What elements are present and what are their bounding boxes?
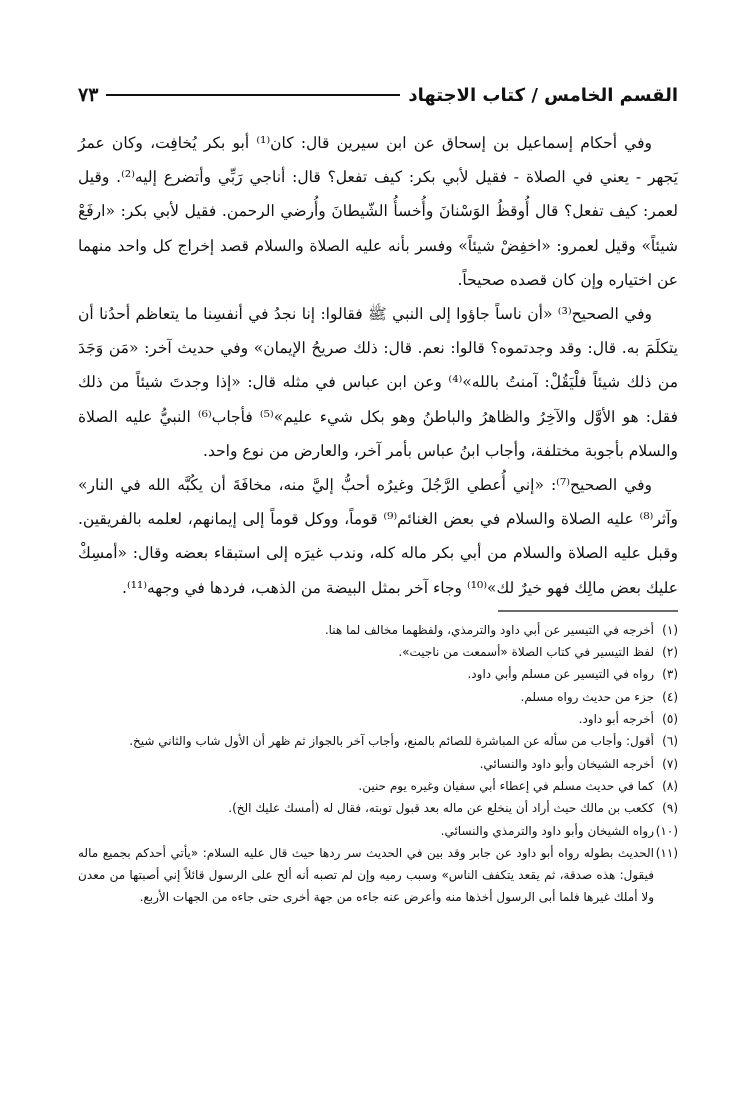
footnote-number: (٦): [662, 734, 678, 749]
footnote-text: ككعب بن مالك حيث أراد أن ينخلع عن ماله بعد قبول توبته، فقال له (أمسك عليك الخ).: [228, 801, 654, 816]
chapter-title: القسم الخامس / كتاب الاجتهاد: [408, 84, 678, 106]
header-rule: [106, 94, 400, 96]
paragraph-2: وفي الصحيح⁽³⁾ «أن ناساً جاؤوا إلى النبي ﷺ فقالوا: إنا نجدُ في أنفسِنا ما يتعاظم أحدُنا أن يتكلَمَ به. قال: وقد وجدتموه؟ قالوا: نعم. قال: ذلك صريحُ الإيمان» وفي حديث آخر: «مَن وَجَدَ من ذلك شيئاً فلْيَقُلْ: آمنتُ بالله»⁽⁴⁾ وعن ابن عباس في مثله قال: «إذا وجدتَ شيئاً من ذلك فقل: هو الأوَّل والآخِرُ والظاهرُ والباطنُ وهو بكل شيء عليم»⁽⁵⁾ فأجاب⁽⁶⁾ النبيُّ عليه الصلاة والسلام بأجوبة مختلفة، وأجاب ابنُ عباس بأمر آخر، والعارض من نوع واحد.: [78, 305, 678, 460]
footnote-text: أخرجه في التيسير عن أبي داود والترمذي، ولفظهما مخالف لما هنا.: [324, 622, 654, 637]
footnote-text: أخرجه الشيخان وأبو داود والنسائي.: [479, 756, 654, 771]
paragraph-1: وفي أحكام إسماعيل بن إسحاق عن ابن سيرين قال: كان⁽¹⁾ أبو بكر يُخافِت، وكان عمرُ يَجهر - يعني في الصلاة - فقيل لأبي بكر: كيف تفعل؟ قال: أناجي رَبِّي وأتضرع إليه⁽²⁾. وقيل لعمر: كيف تفعل؟ قال أُوقظُ الوَسْنانَ وأُخسأُ الشّيطانَ وأُرضي الرحمن. فقيل لأبي بكر: «ارفَعْ شيئاً» وقيل لعمرو: «اخفِضْ شيئاً» وفسر بأنه عليه الصلاة والسلام قصد إخراج كل واحد منهما عن اختياره وإن كان قصده صحيحاً.: [78, 134, 678, 289]
footnote-number: (٧): [662, 756, 678, 771]
paragraph-3: وفي الصحيح⁽⁷⁾: «إني أُعطي الرَّجُلَ وغيرُه أحبُّ إليَّ منه، مخافَةَ أن يكُبَّه الله في النار» وآثر⁽⁸⁾ عليه الصلاة والسلام في بعض الغنائم⁽⁹⁾ قوماً، ووكل قوماً إلى إيمانهم، لعلمه بالفريقين. وقبل عليه الصلاة والسلام من أبي بكر ماله كله، وندب غيرَه إلى استبقاء بعضه وقال: «أمسِكْ عليك بعض مالِك فهو خيرٌ لك»⁽¹⁰⁾ وجاء آخر بمثل البيضة من الذهب، فردها في وجهه⁽¹¹⁾.: [78, 476, 678, 597]
footnote: [78, 753, 678, 775]
footnote: [78, 663, 678, 685]
footnote-text: جزء من حديث رواه مسلم.: [520, 689, 654, 704]
footnote: [78, 641, 678, 663]
footnote-number: (١): [662, 622, 678, 637]
footnote-number: (٥): [662, 712, 678, 727]
footnote-number: (٢): [662, 645, 678, 660]
footnote-number: (٩): [662, 801, 678, 816]
footnotes: [78, 619, 678, 909]
footnote-number: (٨): [662, 778, 678, 793]
footnote-number: (٣): [662, 667, 678, 682]
footnote-text: الحديث بطوله رواه أبو داود عن جابر وقد بين في الحديث سر ردها حيث قال عليه السلام: «يأتي أحدكم بجميع ماله فيقول: هذه صدقة، ثم يقعد يتكفف الناس» وسبب رميه وإن لم تصبه أنه ألح على الرسول قائلاً إني أصبتها من معدن ولا أملك غيرها فلما أبى الرسول أخذها منه وأعرض عنه جاءه من جهة أخرى حتى جاءه من الجهات الأربع.: [78, 845, 654, 905]
footnote: [78, 842, 678, 909]
footnote-text: أقول: وأجاب من سأله عن المباشرة للصائم بالمنع، وأجاب آخر بالجواز ثم ظهر أن الأول شاب والثاني شيخ.: [129, 734, 654, 749]
footnote-text: لفظ التيسير في كتاب الصلاة «أسمعت من ناجيت».: [398, 645, 654, 660]
footnote-text: كما في حديث مسلم في إعطاء أبي سفيان وغيره يوم حنين.: [358, 778, 654, 793]
book-page: [78, 80, 678, 909]
footnote: [78, 775, 678, 797]
footnote-text: رواه الشيخان وأبو داود والترمذي والنسائي.: [440, 823, 654, 838]
page-number: ٧٣: [78, 84, 99, 106]
footnote-separator: [78, 609, 678, 613]
footnote-text: أخرجه أبو داود.: [578, 712, 654, 727]
running-header: [78, 80, 678, 110]
main-text: [78, 126, 678, 605]
footnote: [78, 730, 678, 752]
footnote: [78, 708, 678, 730]
footnote-number: (١٠): [655, 823, 678, 838]
footnote: [78, 686, 678, 708]
footnote-text: رواه في التيسير عن مسلم وأبي داود.: [467, 667, 654, 682]
footnote: [78, 619, 678, 641]
footnote: [78, 820, 678, 842]
footnote: [78, 797, 678, 819]
footnote-number: (٤): [662, 689, 678, 704]
footnote-number: (١١): [655, 845, 678, 860]
